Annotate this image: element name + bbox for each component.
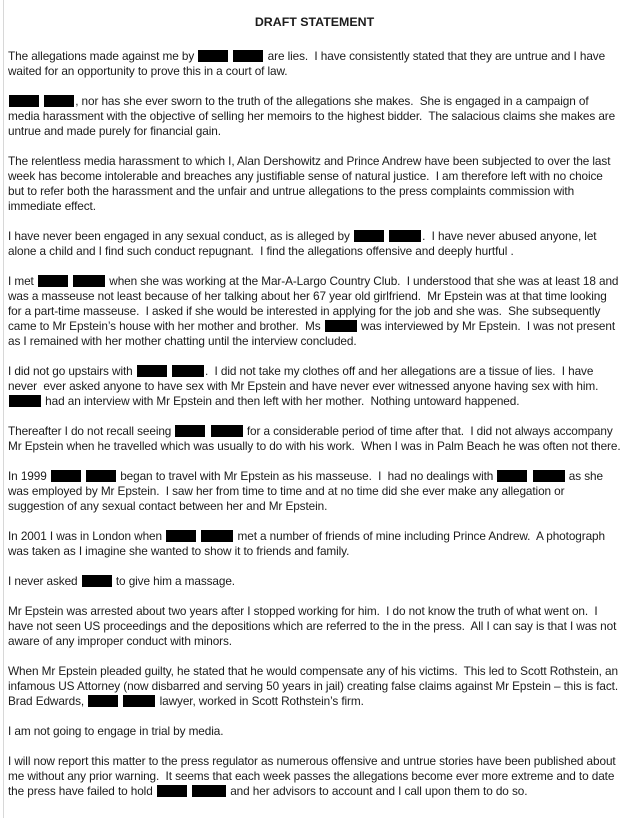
- redaction-bar: [201, 530, 233, 542]
- page-edge-line: [3, 0, 4, 818]
- paragraph: I never asked to give him a massage.: [8, 574, 235, 588]
- redaction-bar: [166, 530, 196, 542]
- paragraph: The allegations made against me by are lies. I have consistently stated that they are untrue and I have waited for an opportunity to prove this in a court of law.: [8, 49, 609, 78]
- redaction-bar: [389, 230, 421, 242]
- redaction-bar: [86, 470, 116, 482]
- redaction-bar: [198, 50, 228, 62]
- redaction-bar: [51, 470, 81, 482]
- paragraph: Thereafter I do not recall seeing for a considerable period of time after that. I did not always accompany Mr Epstein when he travelled which was usually to do with his work. When I was in Palm Beach he was often not there.: [8, 424, 621, 453]
- paragraph: When Mr Epstein pleaded guilty, he stated that he would compensate any of his victims. This led to Scott Rothstein, an infamous US Attorney (now disbarred and serving 50 years in jail) creating false claims against Mr Epstein – this is fact. Brad Edwards, lawyer, worked in Scott Rothstein’s firm.: [8, 664, 625, 708]
- redaction-bar: [38, 275, 68, 287]
- paragraph: In 1999 began to travel with Mr Epstein as his masseuse. I had no dealings with as she was employed by Mr Epstein. I saw her from time to time and at no time did she ever make any allegation or suggestion of any sexual contact between her and Mr Epstein.: [8, 469, 607, 513]
- redaction-bar: [211, 425, 243, 437]
- paragraphs: [8, 49, 625, 799]
- redaction-bar: [44, 95, 74, 107]
- redaction-bar: [175, 425, 205, 437]
- redaction-bar: [172, 365, 204, 377]
- redaction-bar: [82, 575, 112, 587]
- paragraph: I met when she was working at the Mar-A-Largo Country Club. I understood that she was at least 18 and was a masseuse not least because of her talking about her 67 year old girlfriend. Mr Epstein was at that time looking for a part-time masseuse. I asked if she would be interested in applying for the job and she was. She subsequently came to Mr Epstein’s house with her mother and brother. Ms was interviewed by Mr Epstein. I was not present as I remained with her mother chatting until the interview concluded.: [8, 274, 622, 348]
- redaction-bar: [123, 695, 155, 707]
- redaction-bar: [137, 365, 167, 377]
- paragraph: In 2001 I was in London when met a number of friends of mine including Prince Andrew. A photograph was taken as I imagine she wanted to show it to friends and family.: [8, 529, 609, 558]
- paragraph: I did not go upstairs with . I did not take my clothes off and her allegations are a tissue of lies. I have never ever asked anyone to have sex with Mr Epstein and have never ever witnessed anyone having sex with him. had an interview with Mr Epstein and then left with her mother. Nothing untoward happened.: [8, 364, 602, 408]
- paragraph: I will now report this matter to the press regulator as numerous offensive and untrue stories have been published about me without any prior warning. It seems that each week passes the allegations become ever more extreme and to date the press have failed to hold and her advisors to account and I call upon them to do so.: [8, 754, 619, 798]
- redaction-bar: [325, 320, 357, 332]
- paragraph: The relentless media harassment to which I, Alan Dershowitz and Prince Andrew have been subjected to over the last week has become intolerable and breaches any justifiable sense of natural justice. I am therefore left with no choice but to refer both the harassment and the unfair and untrue allegations to the press complaints commission with immediate effect.: [8, 154, 614, 213]
- document-title: DRAFT STATEMENT: [254, 15, 375, 29]
- paragraph: Mr Epstein was arrested about two years after I stopped working for him. I do not know the truth of what went on. I have not seen US proceedings and the depositions which are referred to the in the press. All I can say is that I was not aware of any improper conduct with minors.: [8, 604, 620, 648]
- redaction-bar: [233, 50, 263, 62]
- paragraph: , nor has she ever sworn to the truth of the allegations she makes. She is engaged in a campaign of media harassment with the objective of selling her memoirs to the highest bidder. The salacious claims she makes are untrue and made purely for financial gain.: [8, 94, 619, 138]
- redaction-bar: [192, 785, 226, 797]
- redaction-bar: [9, 95, 39, 107]
- redaction-bar: [9, 395, 41, 407]
- redaction-bar: [73, 275, 105, 287]
- redaction-bar: [157, 785, 187, 797]
- redaction-bar: [533, 470, 565, 482]
- paragraph: I have never been engaged in any sexual conduct, as is alleged by . I have never abused anyone, let alone a child and I find such conduct repugnant. I find the allegations offensive and deeply hurtful .: [8, 229, 600, 258]
- redaction-bar: [354, 230, 384, 242]
- redaction-bar: [88, 695, 118, 707]
- paragraph: I am not going to engage in trial by media.: [8, 724, 224, 738]
- redaction-bar: [497, 470, 527, 482]
